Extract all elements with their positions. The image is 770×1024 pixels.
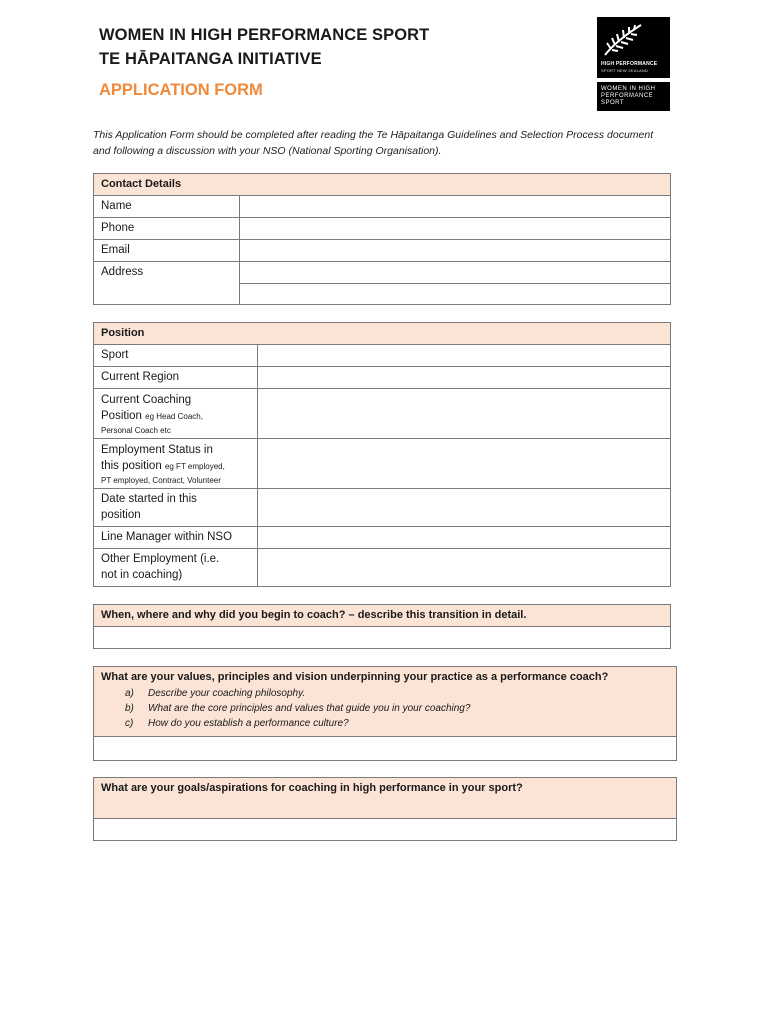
position-header: Position <box>94 323 671 345</box>
contact-details-table <box>93 173 671 305</box>
hpsnz-logo <box>597 17 670 78</box>
date-started-line-1: Date started in this <box>101 493 197 505</box>
coaching-position-field[interactable] <box>258 389 671 439</box>
q2-item <box>125 701 669 716</box>
sport-field[interactable] <box>258 345 671 367</box>
q1-answer-field[interactable] <box>94 627 671 649</box>
intro-text: This Application Form should be completed after reading the Te Hāpaitanga Guidelines and Selection Process document and following a discussion with your NSO (National Sporting Organisation). <box>93 129 654 157</box>
coaching-position-eg-2: Personal Coach etc <box>101 426 171 435</box>
q2-header: What are your values, principles and vision underpinning your practice as a performance coach? <box>101 671 609 683</box>
address-field-2[interactable] <box>240 284 671 305</box>
line-manager-field[interactable] <box>258 527 671 549</box>
phone-label: Phone <box>94 218 240 240</box>
form-title: APPLICATION FORM <box>99 81 263 99</box>
q2-item <box>125 686 669 701</box>
other-employment-line-1: Other Employment (i.e. <box>101 553 220 565</box>
q1-header: When, where and why did you begin to coach? – describe this transition in detail. <box>94 605 671 627</box>
other-employment-field[interactable] <box>258 549 671 587</box>
logo2-text-1: WOMEN IN HIGH <box>601 86 656 92</box>
q1-table <box>93 604 671 649</box>
region-label: Current Region <box>94 367 258 389</box>
wihps-logo <box>597 82 670 111</box>
employment-status-eg: eg FT employed, <box>164 462 225 471</box>
q2-header-cell <box>94 667 677 737</box>
coaching-position-line-1: Current Coaching <box>101 394 192 406</box>
q2-item <box>125 716 669 731</box>
address-field-1[interactable] <box>240 262 671 284</box>
email-field[interactable] <box>240 240 671 262</box>
sport-label: Sport <box>94 345 258 367</box>
q2-item-text: How do you establish a performance culture? <box>148 718 349 729</box>
position-table <box>93 322 671 587</box>
q2-item-marker: b) <box>125 703 134 714</box>
employment-status-line-1: Employment Status in <box>101 444 213 456</box>
title-line-1: WOMEN IN HIGH PERFORMANCE SPORT <box>99 26 430 44</box>
q3-header: What are your goals/aspirations for coaching in high performance in your sport? <box>94 778 677 819</box>
employment-status-eg-2: PT employed, Contract, Volunteer <box>101 476 221 485</box>
other-employment-label <box>94 549 258 587</box>
email-label: Email <box>94 240 240 262</box>
q2-item-text: Describe your coaching philosophy. <box>148 688 306 699</box>
q2-item-text: What are the core principles and values that guide you in your coaching? <box>148 703 471 714</box>
line-manager-label: Line Manager within NSO <box>94 527 258 549</box>
q2-item-marker: c) <box>125 718 134 729</box>
title-line-2: TE HĀPAITANGA INITIATIVE <box>99 50 322 68</box>
q2-subquestions <box>101 686 669 731</box>
region-field[interactable] <box>258 367 671 389</box>
date-started-field[interactable] <box>258 489 671 527</box>
date-started-line-2: position <box>101 509 141 521</box>
phone-field[interactable] <box>240 218 671 240</box>
fern-icon <box>603 23 643 57</box>
logo1-text-1: HIGH PERFORMANCE <box>601 61 658 67</box>
q3-answer-field[interactable] <box>94 819 677 841</box>
address-label: Address <box>94 262 240 305</box>
coaching-position-label <box>94 389 258 439</box>
name-label: Name <box>94 196 240 218</box>
employment-status-label <box>94 439 258 489</box>
logo1-text-2: SPORT NEW ZEALAND <box>601 68 649 73</box>
logo2-text-3: SPORT <box>601 100 625 106</box>
employment-status-line-2: this position eg FT employed, <box>101 460 225 472</box>
logo2-text-2: PERFORMANCE <box>601 93 654 99</box>
coaching-position-eg: eg Head Coach, <box>145 412 203 421</box>
q2-table <box>93 666 677 761</box>
other-employment-line-2: not in coaching) <box>101 569 183 581</box>
contact-details-header: Contact Details <box>94 174 671 196</box>
date-started-label <box>94 489 258 527</box>
employment-status-field[interactable] <box>258 439 671 489</box>
name-field[interactable] <box>240 196 671 218</box>
coaching-position-line-2: Position eg Head Coach, <box>101 410 203 422</box>
q3-table <box>93 777 677 841</box>
q2-item-marker: a) <box>125 688 134 699</box>
q2-answer-field[interactable] <box>94 737 677 761</box>
